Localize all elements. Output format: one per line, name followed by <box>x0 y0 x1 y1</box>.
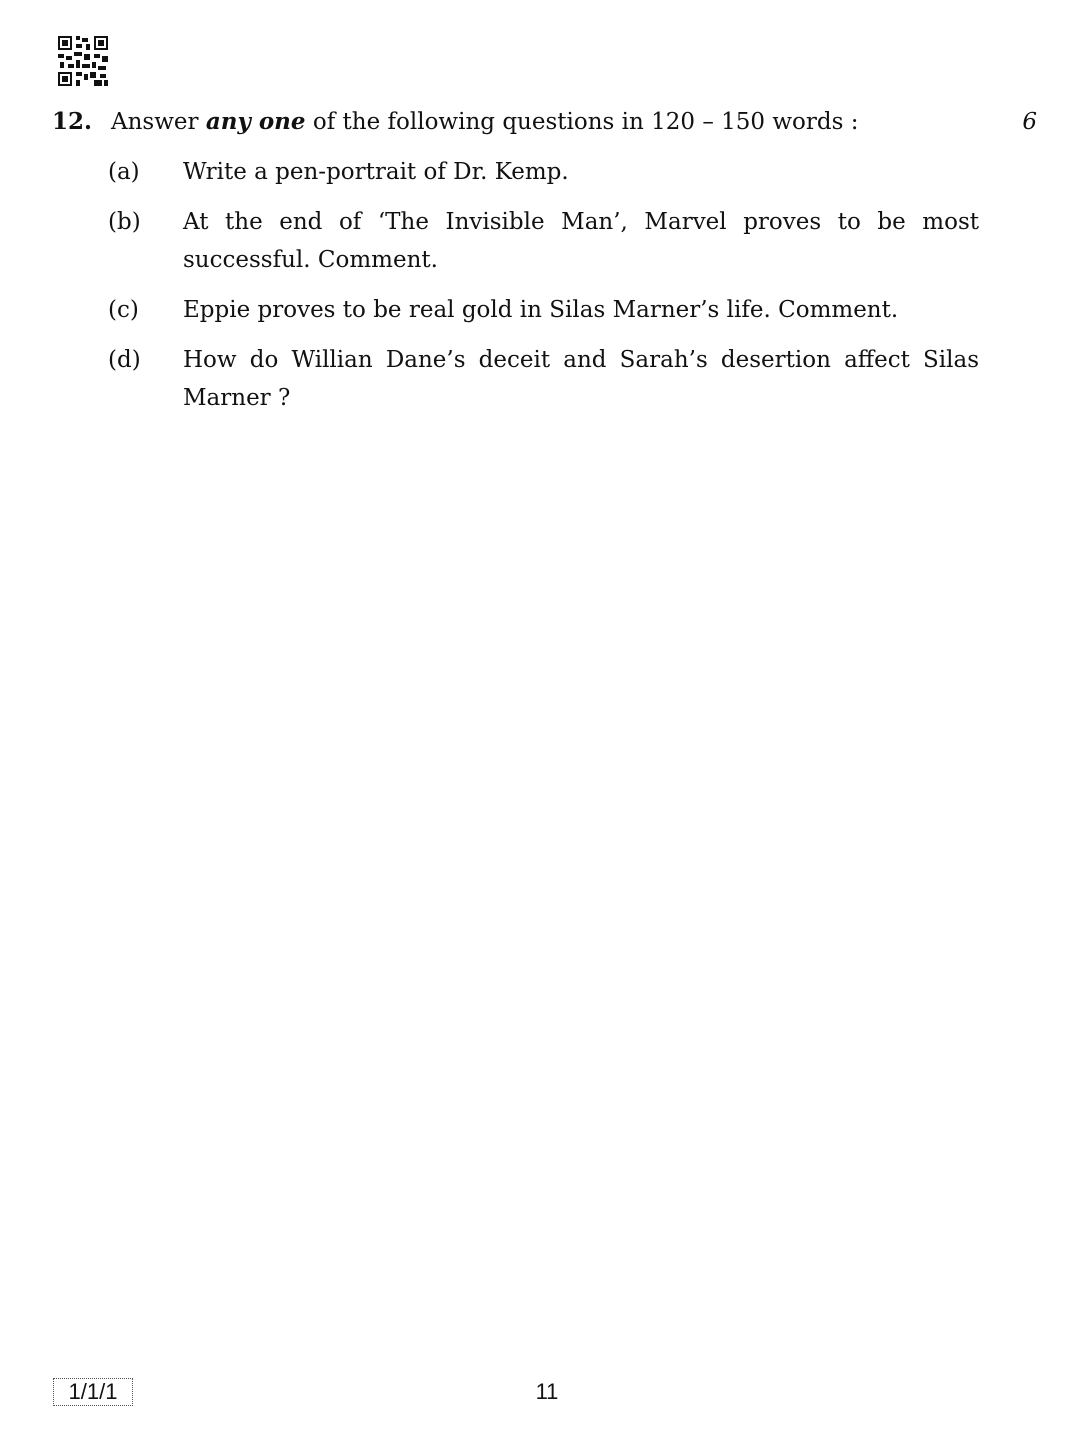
instruction-suffix: of the following questions in 120 – 150 words : <box>305 109 859 135</box>
option-text: At the end of ‘The Invisible Man’, Marvel proves to be most successful. Comment. <box>183 209 979 273</box>
question-instruction <box>111 106 858 138</box>
option-text: Eppie proves to be real gold in Silas Marner’s life. Comment. <box>183 297 899 323</box>
paper-code: 1/1/1 <box>53 1378 133 1406</box>
option-label: (a) <box>108 159 140 185</box>
question-marks: 6 <box>1022 109 1037 135</box>
instruction-prefix: Answer <box>111 109 206 135</box>
option-text: Write a pen-portrait of Dr. Kemp. <box>183 159 569 185</box>
question-number: 12. <box>52 108 93 135</box>
option-text: How do Willian Dane’s deceit and Sarah’s desertion affect Silas Marner ? <box>183 347 979 411</box>
option-label: (d) <box>108 347 141 373</box>
instruction-emphasis: any one <box>205 108 306 135</box>
option-label: (b) <box>108 209 141 235</box>
qr-code-icon <box>58 36 108 86</box>
page-number: 11 <box>535 1379 559 1404</box>
option-label: (c) <box>108 297 139 323</box>
